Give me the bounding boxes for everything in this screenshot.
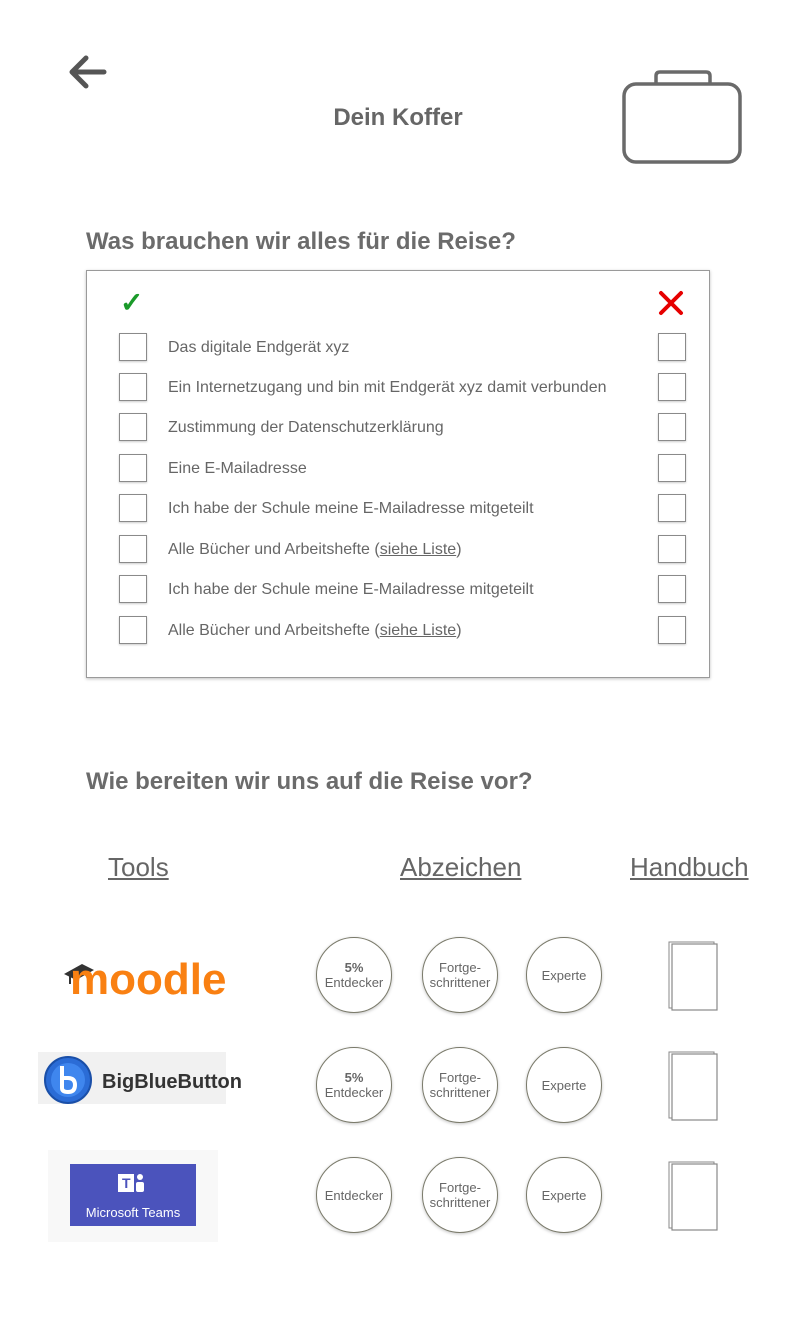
list-link[interactable]: siehe Liste xyxy=(379,541,457,558)
checklist-item-label: Ein Internetzugang und bin mit Endgerät xyz damit verbunden xyxy=(168,379,607,396)
badge-fortgeschrittener[interactable] xyxy=(422,937,498,1013)
badge-label: Entdecker xyxy=(324,1187,384,1203)
manual-column-header[interactable]: Handbuch xyxy=(630,852,749,882)
badge-entdecker[interactable] xyxy=(316,937,392,1013)
badge-experte[interactable] xyxy=(526,1157,602,1233)
svg-text:T: T xyxy=(122,1175,131,1191)
manual-document-icon[interactable] xyxy=(668,1051,718,1121)
checklist-row xyxy=(0,373,796,401)
missing-checkbox[interactable] xyxy=(658,454,686,482)
suitcase-icon xyxy=(620,70,744,166)
badge-label: Experte xyxy=(541,967,587,983)
have-checkbox[interactable] xyxy=(119,333,147,361)
check-column-icon: ✓ xyxy=(120,287,144,318)
badge-label: Experte xyxy=(541,1187,587,1203)
checklist-item-label: Ich habe der Schule meine E-Mailadresse mitgeteilt xyxy=(168,500,534,517)
page-title: Dein Koffer xyxy=(333,104,463,131)
have-checkbox[interactable] xyxy=(119,494,147,522)
missing-checkbox[interactable] xyxy=(658,373,686,401)
checklist-row xyxy=(0,535,796,563)
back-button[interactable] xyxy=(64,52,108,92)
checklist-row xyxy=(0,616,796,644)
missing-checkbox[interactable] xyxy=(658,494,686,522)
missing-checkbox[interactable] xyxy=(658,535,686,563)
suitcase-button[interactable] xyxy=(620,70,744,166)
checklist-item-label: Alle Bücher und Arbeitshefte (siehe Liste) xyxy=(168,622,462,639)
arrow-left-icon xyxy=(64,52,108,92)
checklist-row xyxy=(0,454,796,482)
checklist-item-label: Das digitale Endgerät xyz xyxy=(168,339,350,356)
have-checkbox[interactable] xyxy=(119,413,147,441)
missing-checkbox[interactable] xyxy=(658,616,686,644)
have-checkbox[interactable] xyxy=(119,535,147,563)
microsoft-teams-logo[interactable] xyxy=(48,1150,218,1242)
badge-label: Entdecker xyxy=(324,1085,384,1100)
checklist-item-label: Eine E-Mailadresse xyxy=(168,460,307,477)
checklist-row xyxy=(0,413,796,441)
badge-label: Fortge- schrittener xyxy=(429,1070,491,1100)
missing-checkbox[interactable] xyxy=(658,575,686,603)
checklist-item-label: Ich habe der Schule meine E-Mailadresse mitgeteilt xyxy=(168,581,534,598)
have-checkbox[interactable] xyxy=(119,575,147,603)
manual-document-icon[interactable] xyxy=(668,1161,718,1231)
badge-entdecker[interactable] xyxy=(316,1047,392,1123)
badge-experte[interactable] xyxy=(526,1047,602,1123)
badges-column-header[interactable]: Abzeichen xyxy=(400,852,522,882)
badge-label: Entdecker xyxy=(324,975,384,990)
requirements-title: Was brauchen wir alles für die Reise? xyxy=(86,228,516,255)
checklist-row xyxy=(0,575,796,603)
have-checkbox[interactable] xyxy=(119,616,147,644)
cross-column-icon xyxy=(656,288,686,323)
list-link[interactable]: siehe Liste xyxy=(379,622,457,639)
badge-label: Fortge- schrittener xyxy=(429,1180,491,1210)
have-checkbox[interactable] xyxy=(119,373,147,401)
badge-fortgeschrittener[interactable] xyxy=(422,1157,498,1233)
badge-progress: 5% xyxy=(344,960,364,975)
checklist-row xyxy=(0,333,796,361)
checklist-item-label: Alle Bücher und Arbeitshefte (siehe Liste) xyxy=(168,541,462,558)
tools-column-header[interactable]: Tools xyxy=(108,852,169,882)
badge-label: Experte xyxy=(541,1077,587,1093)
badge-progress: 5% xyxy=(344,1070,364,1085)
badge-fortgeschrittener[interactable] xyxy=(422,1047,498,1123)
badge-label: Fortge- schrittener xyxy=(429,960,491,990)
have-checkbox[interactable] xyxy=(119,454,147,482)
moodle-logo[interactable] xyxy=(60,950,227,1004)
missing-checkbox[interactable] xyxy=(658,333,686,361)
badge-entdecker[interactable] xyxy=(316,1157,392,1233)
bigbluebutton-logo-text: BigBlueButton xyxy=(102,1071,242,1093)
bigbluebutton-logo[interactable] xyxy=(38,1052,242,1104)
preparation-title: Wie bereiten wir uns auf die Reise vor? xyxy=(86,768,533,795)
moodle-logo-text: moodle xyxy=(70,955,227,1004)
microsoft-teams-logo-text: Microsoft Teams xyxy=(85,1205,181,1220)
missing-checkbox[interactable] xyxy=(658,413,686,441)
checklist-item-label: Zustimmung der Datenschutzerklärung xyxy=(168,419,444,436)
checklist-row xyxy=(0,494,796,522)
badge-experte[interactable] xyxy=(526,937,602,1013)
manual-document-icon[interactable] xyxy=(668,941,718,1011)
